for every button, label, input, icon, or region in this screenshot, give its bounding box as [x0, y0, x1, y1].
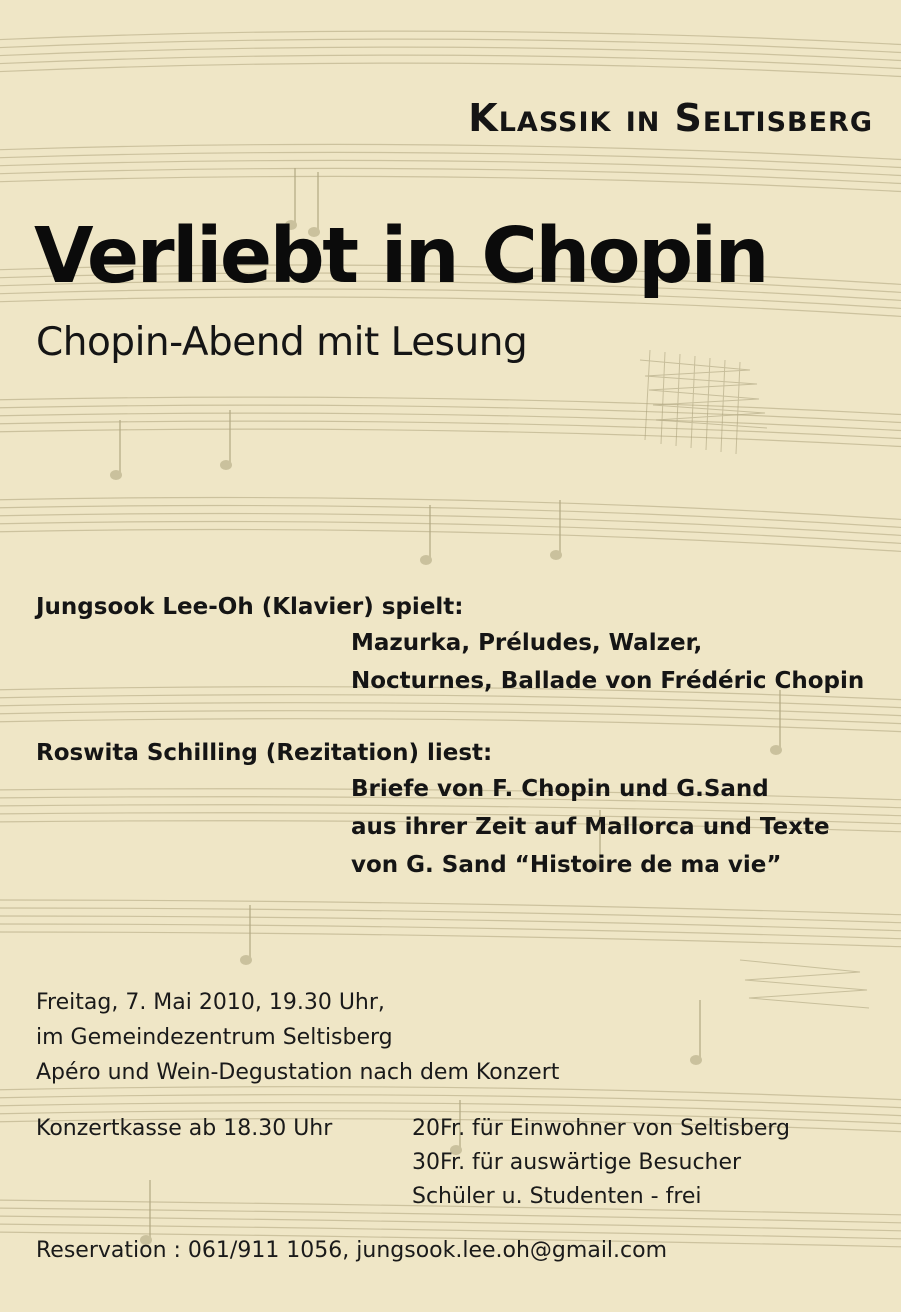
series-title: Klassik in Seltisberg	[468, 96, 873, 140]
poster-subtitle: Chopin-Abend mit Lesung	[36, 320, 528, 365]
event-venue: im Gemeindezentrum Seltisberg	[36, 1025, 393, 1050]
pianist-heading: Jungsook Lee-Oh (Klavier) spielt:	[36, 594, 464, 620]
price-line: Schüler u. Studenten - frei	[412, 1184, 702, 1209]
reciter-program-line: von G. Sand “Histoire de ma vie”	[351, 852, 782, 878]
poster-headline: Verliebt in Chopin	[34, 212, 767, 301]
event-date: Freitag, 7. Mai 2010, 19.30 Uhr,	[36, 990, 385, 1015]
box-office-time: Konzertkasse ab 18.30 Uhr	[36, 1116, 333, 1141]
reservation-contact: Reservation : 061/911 1056, jungsook.lee.oh@gmail.com	[36, 1238, 668, 1263]
price-line: 20Fr. für Einwohner von Seltisberg	[412, 1116, 791, 1141]
pianist-program-line: Nocturnes, Ballade von Frédéric Chopin	[351, 668, 865, 694]
pianist-program-line: Mazurka, Préludes, Walzer,	[351, 630, 703, 656]
reciter-program-line: Briefe von F. Chopin und G.Sand	[351, 776, 769, 802]
event-extra: Apéro und Wein-Degustation nach dem Konzert	[36, 1060, 560, 1085]
reciter-heading: Roswita Schilling (Rezitation) liest:	[36, 740, 493, 766]
price-line: 30Fr. für auswärtige Besucher	[412, 1150, 742, 1175]
reciter-program-line: aus ihrer Zeit auf Mallorca und Texte	[351, 814, 830, 840]
